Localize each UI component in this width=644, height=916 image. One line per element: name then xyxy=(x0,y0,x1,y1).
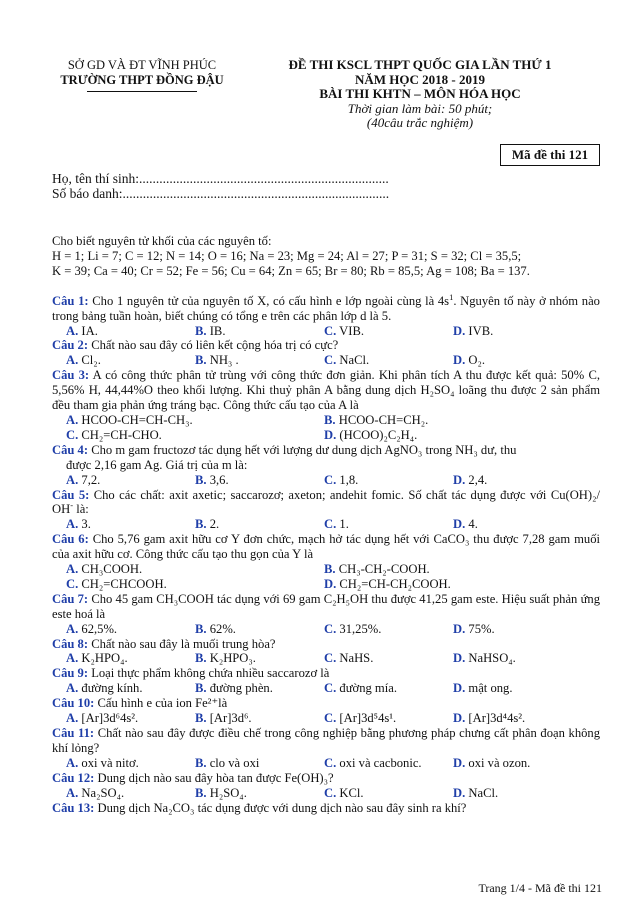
option-text: KCl. xyxy=(339,785,364,800)
question-stem-cont: . Nguyên tố này ở nhóm nào trong bảng tuần hoàn, biết chúng có tổng e trên các phân lớp d là 5. xyxy=(52,293,600,323)
option-text: 3,6. xyxy=(209,472,229,487)
option-letter: C. xyxy=(324,472,337,487)
option-text: HCOO-CH=CH₂. xyxy=(338,412,429,427)
question-5 xyxy=(52,488,600,518)
option-d[interactable] xyxy=(453,353,582,368)
option-d[interactable] xyxy=(453,651,582,666)
question-stem: Cho các chất: axit axetic; saccarozơ; axeton; andehit fomic. Số chất tác dụng được với Cu(OH)₂/ OH xyxy=(52,487,600,517)
options-row xyxy=(52,324,600,339)
question-label: Câu 5: xyxy=(52,487,90,502)
question-stem: Cho 5,76 gam axit hữu cơ Y đơn chức, mạch hở tác dụng hết với CaCO₃ thu được 7,28 gam muối của axit hữu cơ. Công thức cấu tạo thu gọn của Y là xyxy=(52,532,600,562)
option-a[interactable] xyxy=(66,353,195,368)
option-text: 7,2. xyxy=(81,472,101,487)
question-10 xyxy=(52,696,600,711)
question-stem: Dung dịch Na₂CO₃ tác dụng được với dung dịch nào sau đây sinh ra khí? xyxy=(94,800,467,815)
option-letter: D. xyxy=(453,472,466,487)
question-1 xyxy=(52,291,600,324)
option-text: oxi và cacbonic. xyxy=(339,755,422,770)
option-text: Na₂SO₄. xyxy=(81,785,125,800)
option-letter: D. xyxy=(453,621,466,636)
option-letter: A. xyxy=(66,353,79,368)
option-text: NaHS. xyxy=(339,651,374,666)
options-row xyxy=(52,428,600,443)
department-name: SỞ GD VÀ ĐT VĨNH PHÚC xyxy=(67,58,217,72)
exam-title: ĐỀ THI KSCL THPT QUỐC GIA LẦN THỨ 1 xyxy=(288,57,552,72)
question-3 xyxy=(52,368,600,413)
option-letter: A. xyxy=(66,472,79,487)
option-letter: B. xyxy=(195,472,207,487)
option-b[interactable] xyxy=(195,711,324,726)
options-row xyxy=(52,577,600,592)
option-text: Cl₂. xyxy=(81,353,101,368)
exam-duration: Thời gian làm bài: 50 phút; xyxy=(347,100,493,116)
question-label: Câu 1: xyxy=(52,293,89,308)
option-b[interactable] xyxy=(195,651,324,666)
option-letter: C. xyxy=(324,711,337,726)
option-b[interactable] xyxy=(195,324,324,339)
option-a[interactable] xyxy=(66,473,195,488)
question-stem: Chất nào sau đây là muối trung hòa? xyxy=(88,636,276,651)
question-stem: Cho m gam fructozơ tác dụng hết với lượng dư dung dịch AgNO₃ trong NH₃ dư, thu xyxy=(88,442,517,457)
option-text: 75%. xyxy=(468,621,495,636)
question-stem: Cấu hình e của ion Fe²⁺là xyxy=(94,696,228,711)
option-c[interactable] xyxy=(324,711,453,726)
option-c[interactable] xyxy=(324,681,453,696)
question-label: Câu 10: xyxy=(52,696,95,711)
question-label: Câu 8: xyxy=(52,636,89,651)
option-text: H₂SO₄. xyxy=(209,785,247,800)
student-id-field[interactable]: Số báo danh:............................................................................... xyxy=(52,186,390,201)
question-label: Câu 12: xyxy=(52,770,95,785)
option-c[interactable] xyxy=(324,756,453,771)
options-row xyxy=(52,681,600,696)
options-row xyxy=(52,353,600,368)
option-text: CH₂=CH-CHO. xyxy=(81,427,162,442)
question-4 xyxy=(52,443,600,458)
option-letter: B. xyxy=(195,621,207,636)
option-text: HCOO-CH=CH-CH₃. xyxy=(81,412,193,427)
question-stem: Chất nào sau đây được điều chế trong công nghiệp bằng phương pháp chưng cất phân đoạn không khí lỏng? xyxy=(52,726,601,755)
option-c[interactable] xyxy=(324,786,453,801)
options-row xyxy=(52,473,600,488)
option-letter: A. xyxy=(66,323,79,338)
option-text: mật ong. xyxy=(468,681,513,696)
option-a[interactable] xyxy=(66,651,195,666)
option-text: NaCl. xyxy=(468,785,499,800)
school-year: NĂM HỌC 2018 - 2019 xyxy=(355,71,485,87)
option-letter: D. xyxy=(324,576,337,591)
question-stem: Loại thực phẩm không chứa nhiều saccarozơ là xyxy=(88,666,330,681)
question-stem: Cho 1 nguyên tử của nguyên tố X, có cấu hình e lớp ngoài cùng là 4s xyxy=(88,293,450,308)
option-a[interactable] xyxy=(66,681,195,696)
option-letter: A. xyxy=(66,412,79,427)
option-a[interactable] xyxy=(66,517,195,532)
option-a[interactable] xyxy=(66,562,324,577)
option-b[interactable] xyxy=(195,786,324,801)
option-text: clo và oxi xyxy=(209,755,260,770)
option-c[interactable] xyxy=(324,324,453,339)
question-12 xyxy=(52,771,600,786)
option-d[interactable] xyxy=(453,473,582,488)
option-letter: C. xyxy=(324,681,337,696)
option-text: [Ar]3d⁵4s¹. xyxy=(339,711,397,726)
option-b[interactable] xyxy=(324,562,582,577)
question-label: Câu 2: xyxy=(52,338,89,353)
option-letter: B. xyxy=(195,785,207,800)
option-letter: A. xyxy=(66,651,79,666)
option-text: (HCOO)₂C₂H₄. xyxy=(339,427,418,442)
option-letter: A. xyxy=(66,681,79,696)
option-text: oxi và ozon. xyxy=(468,755,531,770)
page-footer: Trang 1/4 - Mã đề thi 121 xyxy=(478,881,602,895)
option-text: IA. xyxy=(81,323,98,338)
option-b[interactable] xyxy=(195,517,324,532)
question-stem-cont: là: xyxy=(73,502,89,517)
option-a[interactable] xyxy=(66,413,324,428)
option-text: 62%. xyxy=(209,621,236,636)
question-stem: A có công thức phân tử trùng với công thức đơn giản. Khi phân tích A thu được kết quả: 50% C, 5,56% H, 44,44%O theo khối lượng. Khi thuỷ phân A bằng dung dịch H₂SO₄ loãng thu được 2 sản phẩm đều tham gia phản ứng tráng bạc. Công thức cấu tạo của A là xyxy=(52,368,600,413)
option-text: đường phèn. xyxy=(209,681,273,696)
student-name-field[interactable]: Họ, tên thí sinh:.......................................................................... xyxy=(52,171,389,186)
question-13 xyxy=(52,801,600,816)
question-label: Câu 6: xyxy=(52,532,89,547)
option-text: 1,8. xyxy=(339,472,359,487)
option-text: 62,5%. xyxy=(81,621,118,636)
question-7 xyxy=(52,592,600,622)
option-text: 1. xyxy=(339,517,349,532)
option-letter: A. xyxy=(66,711,79,726)
option-letter: D. xyxy=(453,711,466,726)
option-letter: A. xyxy=(66,517,79,532)
options-row xyxy=(52,651,600,666)
option-a[interactable] xyxy=(66,711,195,726)
question-label: Câu 13: xyxy=(52,800,95,815)
exam-content xyxy=(52,234,600,815)
options-row xyxy=(52,756,600,771)
options-row xyxy=(52,517,600,532)
question-count: (40câu trắc nghiệm) xyxy=(366,115,474,130)
option-letter: C. xyxy=(324,621,337,636)
question-2 xyxy=(52,338,600,353)
option-a[interactable] xyxy=(66,786,195,801)
option-c[interactable] xyxy=(324,473,453,488)
option-d[interactable] xyxy=(453,517,582,532)
question-8 xyxy=(52,637,600,652)
options-row xyxy=(52,711,600,726)
question-stem: Chất nào sau đây có liên kết cộng hóa trị có cực? xyxy=(88,338,339,353)
option-a[interactable] xyxy=(66,622,195,637)
option-letter: D. xyxy=(453,681,466,696)
option-d[interactable] xyxy=(453,324,582,339)
option-text: NH₃ . xyxy=(209,353,239,368)
student-info xyxy=(52,171,389,201)
option-letter: B. xyxy=(324,412,336,427)
option-b[interactable] xyxy=(195,622,324,637)
option-c[interactable] xyxy=(324,517,453,532)
question-label: Câu 7: xyxy=(52,591,89,606)
option-c[interactable] xyxy=(66,428,324,443)
option-letter: C. xyxy=(324,651,337,666)
option-text: CH₃-CH₂-COOH. xyxy=(338,562,430,577)
option-letter: C. xyxy=(324,755,337,770)
option-letter: A. xyxy=(66,562,79,577)
exam-subject: BÀI THI KHTN – MÔN HÓA HỌC xyxy=(319,86,521,101)
option-a[interactable] xyxy=(66,324,195,339)
option-text: CH₃COOH. xyxy=(81,562,143,577)
option-letter: C. xyxy=(66,427,79,442)
option-letter: B. xyxy=(195,323,207,338)
option-d[interactable] xyxy=(324,577,582,592)
option-d[interactable] xyxy=(453,756,582,771)
option-letter: C. xyxy=(324,785,337,800)
question-stem: Dung dịch nào sau đây hòa tan được Fe(OH)₃? xyxy=(94,770,334,785)
option-letter: C. xyxy=(324,517,337,532)
option-letter: D. xyxy=(453,755,466,770)
option-text: oxi và nitơ. xyxy=(81,755,139,770)
option-letter: A. xyxy=(66,785,79,800)
option-text: CH₂=CHCOOH. xyxy=(81,576,167,591)
option-letter: B. xyxy=(195,755,207,770)
option-c[interactable] xyxy=(324,622,453,637)
option-text: 31,25%. xyxy=(339,621,382,636)
exam-code-box: Mã đề thi 121 xyxy=(500,144,600,166)
option-text: IB. xyxy=(209,323,226,338)
option-text: IVB. xyxy=(468,323,494,338)
option-text: 3. xyxy=(81,517,91,532)
school-underline xyxy=(87,91,197,92)
option-letter: D. xyxy=(453,353,466,368)
option-text: O₂. xyxy=(468,353,486,368)
option-letter: B. xyxy=(195,651,207,666)
option-c[interactable] xyxy=(324,651,453,666)
school-name: TRƯỜNG THPT ĐỒNG ĐẬU xyxy=(60,73,224,87)
option-d[interactable] xyxy=(453,786,582,801)
option-text: K₂HPO₃. xyxy=(209,651,256,666)
option-d[interactable] xyxy=(453,681,582,696)
option-text: [Ar]3d⁶4s². xyxy=(81,711,139,726)
header-right xyxy=(250,58,590,131)
atomic-mass-line-1: H = 1; Li = 7; C = 12; N = 14; O = 16; Na = 23; Mg = 24; Al = 27; P = 31; S = 32; Cl = 35,5; xyxy=(52,248,522,263)
option-text: 4. xyxy=(468,517,478,532)
option-text: K₂HPO₄. xyxy=(81,651,128,666)
question-4-cont: được 2,16 gam Ag. Giá trị của m là: xyxy=(66,457,248,472)
atomic-mass-line-2: K = 39; Ca = 40; Cr = 52; Fe = 56; Cu = 64; Zn = 65; Br = 80; Rb = 85,5; Ag = 108; Ba = 137. xyxy=(52,263,530,278)
option-letter: C. xyxy=(66,576,79,591)
option-text: 2. xyxy=(209,517,220,532)
question-superscript: - xyxy=(70,500,74,511)
option-text: NaHSO₄. xyxy=(468,651,516,666)
option-letter: D. xyxy=(324,427,337,442)
question-superscript: 1 xyxy=(449,291,454,302)
option-letter: D. xyxy=(453,517,466,532)
question-label: Câu 9: xyxy=(52,666,89,681)
option-letter: D. xyxy=(453,651,466,666)
option-text: [Ar]3d⁴4s². xyxy=(468,711,526,726)
option-b[interactable] xyxy=(195,473,324,488)
option-b[interactable] xyxy=(324,413,582,428)
option-letter: B. xyxy=(324,562,336,577)
option-letter: B. xyxy=(195,353,207,368)
question-9 xyxy=(52,666,600,681)
option-letter: C. xyxy=(324,323,337,338)
option-d[interactable] xyxy=(453,711,582,726)
question-label: Câu 11: xyxy=(52,726,95,740)
question-stem: Cho 45 gam CH₃COOH tác dụng với 69 gam C₂H₅OH thu được 41,25 gam este. Hiệu suất phản ứng este hoá là xyxy=(52,591,600,621)
option-letter: B. xyxy=(195,681,207,696)
options-row xyxy=(52,622,600,637)
atomic-mass-intro: Cho biết nguyên tử khối của các nguyên tố: xyxy=(52,234,272,248)
option-text: NaCl. xyxy=(339,353,370,368)
header-left xyxy=(52,58,232,92)
question-6 xyxy=(52,532,600,562)
option-a[interactable] xyxy=(66,756,195,771)
option-d[interactable] xyxy=(324,428,582,443)
question-label: Câu 3: xyxy=(52,368,90,383)
options-row xyxy=(52,562,600,577)
option-letter: C. xyxy=(324,353,337,368)
option-text: VIB. xyxy=(339,323,365,338)
option-d[interactable] xyxy=(453,622,582,637)
question-11 xyxy=(52,726,600,756)
option-letter: B. xyxy=(195,711,207,726)
option-text: CH₂=CH-CH₂COOH. xyxy=(339,576,451,591)
option-text: đường mía. xyxy=(339,681,397,696)
option-text: 2,4. xyxy=(468,472,488,487)
option-b[interactable] xyxy=(195,756,324,771)
option-b[interactable] xyxy=(195,353,324,368)
option-text: đường kính. xyxy=(81,681,143,696)
option-b[interactable] xyxy=(195,681,324,696)
question-label: Câu 4: xyxy=(52,442,89,457)
option-letter: A. xyxy=(66,621,79,636)
option-c[interactable] xyxy=(324,353,453,368)
option-letter: B. xyxy=(195,517,207,532)
option-text: [Ar]3d⁶. xyxy=(209,711,252,726)
option-letter: D. xyxy=(453,785,466,800)
option-letter: D. xyxy=(453,323,466,338)
options-row xyxy=(52,786,600,801)
options-row xyxy=(52,413,600,428)
option-c[interactable] xyxy=(66,577,324,592)
option-letter: A. xyxy=(66,755,79,770)
